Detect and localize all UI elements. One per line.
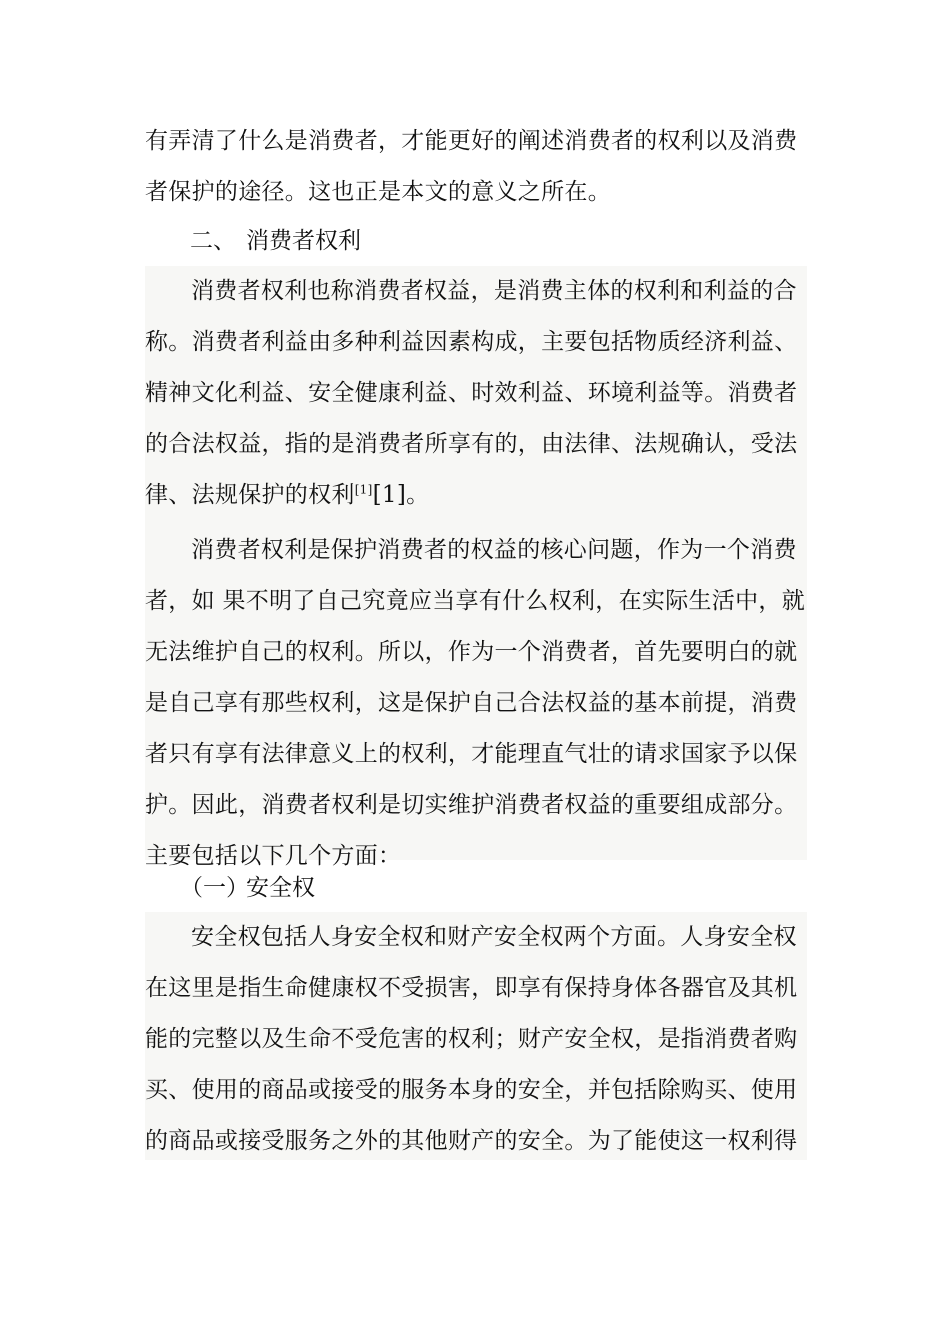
text-line: 无法维护自己的权利。所以，作为一个消费者，首先要明白的就 xyxy=(145,639,798,665)
text-line: 者只有享有法律意义上的权利，才能理直气壮的请求国家予以保 xyxy=(145,741,798,767)
text-line: 的商品或接受服务之外的其他财产的安全。为了能使这一权利得 xyxy=(145,1128,798,1154)
safety-right-paragraph xyxy=(145,912,807,1160)
section-number: 二、 xyxy=(190,228,236,254)
text-line: 精神文化利益、安全健康利益、时效利益、环境利益等。消费者 xyxy=(145,380,798,406)
citation-inline: [1]。 xyxy=(372,482,430,508)
text-line: 有弄清了什么是消费者，才能更好的阐述消费者的权利以及消费 xyxy=(145,128,798,154)
text-line: 在这里是指生命健康权不受损害，即享有保持身体各器官及其机 xyxy=(145,975,798,1001)
text-line: 买、使用的商品或接受的服务本身的安全，并包括除购买、使用 xyxy=(145,1077,798,1103)
text-line: 安全权包括人身安全权和财产安全权两个方面。人身安全权 xyxy=(191,924,797,950)
text-line: 消费者权利是保护消费者的权益的核心问题，作为一个消费 xyxy=(191,537,797,563)
rights-paragraphs xyxy=(145,266,807,869)
subsection-number: （一） xyxy=(180,875,249,901)
text-line: 护。因此，消费者权利是切实维护消费者权益的重要组成部分。 xyxy=(145,792,798,818)
text-line: 是自己享有那些权利，这是保护自己合法权益的基本前提，消费 xyxy=(145,690,798,716)
section-heading xyxy=(190,216,361,267)
citation-superscript[interactable]: [1] xyxy=(354,482,373,497)
intro-paragraph xyxy=(145,116,807,218)
text-fragment: 律、法规保护的权利 xyxy=(145,482,355,508)
subsection-title: 安全权 xyxy=(246,875,315,901)
section-title: 消费者权利 xyxy=(246,228,361,254)
subsection-heading xyxy=(180,863,315,914)
text-line: 的合法权益，指的是消费者所享有的，由法律、法规确认，受法 xyxy=(145,431,798,457)
text-line-with-citation xyxy=(145,470,807,521)
text-line: 主要包括以下几个方面： xyxy=(145,843,402,869)
text-line: 者，如 果不明了自己究竟应当享有什么权利，在实际生活中，就 xyxy=(145,588,806,614)
text-line: 者保护的途径。这也正是本文的意义之所在。 xyxy=(145,179,611,205)
text-line: 能的完整以及生命不受危害的权利；财产安全权，是指消费者购 xyxy=(145,1026,798,1052)
text-line: 消费者权利也称消费者权益，是消费主体的权利和利益的合 xyxy=(191,278,797,304)
text-line: 称。消费者利益由多种利益因素构成，主要包括物质经济利益、 xyxy=(145,329,798,355)
